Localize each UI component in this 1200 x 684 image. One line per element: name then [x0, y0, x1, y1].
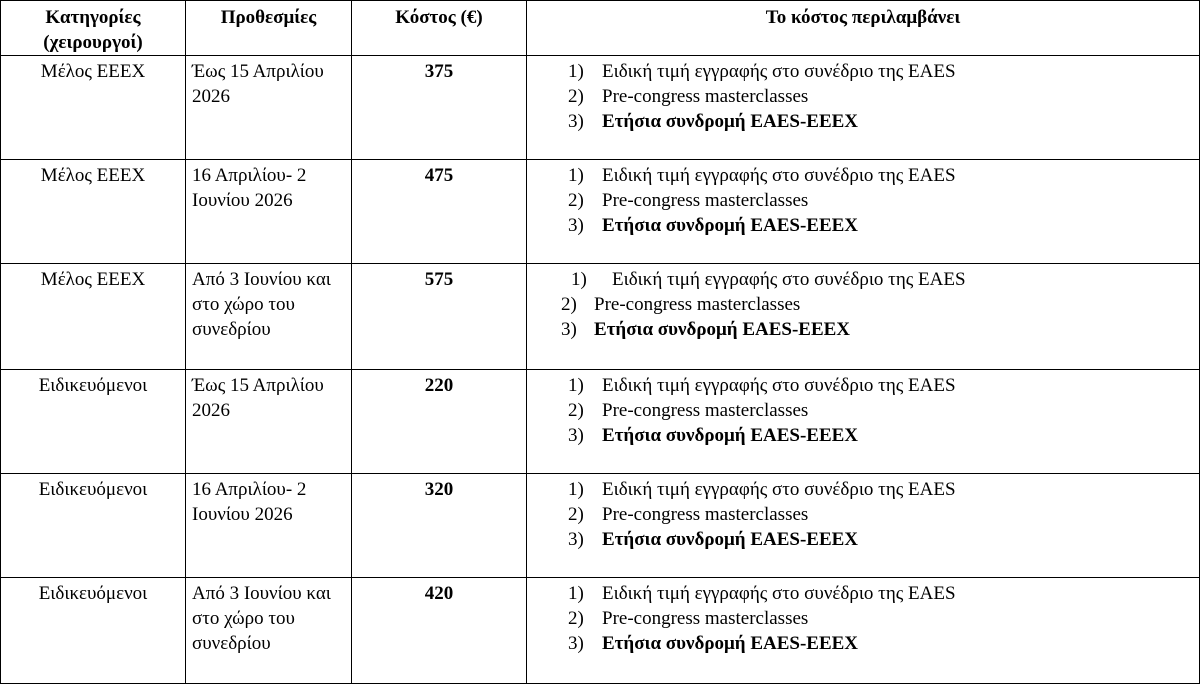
- list-item: [533, 606, 1193, 631]
- header-cost: Κόστος (€): [352, 1, 527, 56]
- list-item-text: Pre-congress masterclasses: [602, 608, 809, 629]
- list-item-text: Ετήσια συνδρομή EAES-EEEX: [594, 319, 851, 340]
- includes-cell: [527, 56, 1200, 160]
- cost-cell: 320: [352, 474, 527, 578]
- header-category: Κατηγορίες (χειρουργοί): [1, 1, 186, 56]
- list-item: [533, 317, 1193, 342]
- list-item-text: Pre-congress masterclasses: [602, 504, 809, 525]
- list-item-text: Ετήσια συνδρομή EAES-EEEX: [602, 529, 859, 550]
- table-row: [1, 474, 1200, 578]
- list-item-number: 1): [571, 269, 587, 290]
- list-item: [533, 84, 1193, 109]
- list-item: [533, 109, 1193, 134]
- list-item-text: Ειδική τιμή εγγραφής στο συνέδριο της EAES: [602, 61, 956, 82]
- list-item-text: Pre-congress masterclasses: [602, 400, 809, 421]
- list-item: [533, 477, 1193, 502]
- table-row: [1, 264, 1200, 370]
- list-item: [533, 292, 1193, 317]
- cost-cell: 420: [352, 578, 527, 684]
- includes-cell: [527, 160, 1200, 264]
- list-item-number: 2): [568, 86, 584, 107]
- list-item-number: 1): [568, 375, 584, 396]
- deadline-cell: Έως 15 Απριλίου 2026: [186, 56, 352, 160]
- list-item-text: Ετήσια συνδρομή EAES-EEEX: [602, 215, 859, 236]
- list-item-number: 1): [568, 61, 584, 82]
- includes-cell: [527, 264, 1200, 370]
- includes-list: [533, 59, 1193, 134]
- list-item-number: 3): [561, 319, 577, 340]
- list-item: [533, 398, 1193, 423]
- table-row: [1, 370, 1200, 474]
- list-item: [533, 581, 1193, 606]
- table-header-row: [1, 1, 1200, 56]
- list-item-text: Ετήσια συνδρομή EAES-EEEX: [602, 425, 859, 446]
- cost-cell: 475: [352, 160, 527, 264]
- deadline-cell: Από 3 Ιουνίου και στο χώρο του συνεδρίου: [186, 578, 352, 684]
- cost-cell: 575: [352, 264, 527, 370]
- category-cell: Ειδικευόμενοι: [1, 578, 186, 684]
- list-item-number: 3): [568, 111, 584, 132]
- deadline-cell: 16 Απριλίου- 2 Ιουνίου 2026: [186, 160, 352, 264]
- list-item: [533, 423, 1193, 448]
- includes-cell: [527, 578, 1200, 684]
- list-item-number: 2): [568, 504, 584, 525]
- includes-cell: [527, 474, 1200, 578]
- category-cell: Μέλος ΕΕΕΧ: [1, 264, 186, 370]
- list-item-text: Pre-congress masterclasses: [602, 86, 809, 107]
- list-item-text: Ειδική τιμή εγγραφής στο συνέδριο της EAES: [602, 479, 956, 500]
- deadline-cell: Έως 15 Απριλίου 2026: [186, 370, 352, 474]
- list-item-text: Pre-congress masterclasses: [594, 294, 801, 315]
- list-item-number: 2): [568, 190, 584, 211]
- list-item: [533, 631, 1193, 656]
- deadline-cell: Από 3 Ιουνίου και στο χώρο του συνεδρίου: [186, 264, 352, 370]
- list-item-number: 2): [568, 400, 584, 421]
- list-item-number: 3): [568, 215, 584, 236]
- deadline-cell: 16 Απριλίου- 2 Ιουνίου 2026: [186, 474, 352, 578]
- list-item-text: Ειδική τιμή εγγραφής στο συνέδριο της EAES: [612, 269, 966, 290]
- list-item: [533, 267, 1193, 292]
- list-item: [533, 373, 1193, 398]
- list-item-text: Ειδική τιμή εγγραφής στο συνέδριο της EAES: [602, 583, 956, 604]
- list-item: [533, 59, 1193, 84]
- list-item-text: Pre-congress masterclasses: [602, 190, 809, 211]
- list-item: [533, 213, 1193, 238]
- includes-list: [533, 477, 1193, 552]
- header-deadline: Προθεσμίες: [186, 1, 352, 56]
- list-item-text: Ετήσια συνδρομή EAES-EEEX: [602, 111, 859, 132]
- includes-list: [533, 373, 1193, 448]
- list-item-number: 3): [568, 529, 584, 550]
- list-item: [533, 163, 1193, 188]
- header-includes: Το κόστος περιλαμβάνει: [527, 1, 1200, 56]
- list-item-number: 1): [568, 165, 584, 186]
- list-item-number: 3): [568, 633, 584, 654]
- includes-list: [533, 163, 1193, 238]
- table-row: [1, 160, 1200, 264]
- list-item-text: Ειδική τιμή εγγραφής στο συνέδριο της EAES: [602, 375, 956, 396]
- cost-cell: 375: [352, 56, 527, 160]
- list-item: [533, 527, 1193, 552]
- list-item-text: Ειδική τιμή εγγραφής στο συνέδριο της EAES: [602, 165, 956, 186]
- category-cell: Μέλος ΕΕΕΧ: [1, 160, 186, 264]
- list-item: [533, 502, 1193, 527]
- category-cell: Μέλος ΕΕΕΧ: [1, 56, 186, 160]
- cost-cell: 220: [352, 370, 527, 474]
- list-item-number: 2): [568, 608, 584, 629]
- list-item-number: 1): [568, 479, 584, 500]
- list-item-number: 3): [568, 425, 584, 446]
- table-row: [1, 578, 1200, 684]
- includes-list: [533, 267, 1193, 342]
- category-cell: Ειδικευόμενοι: [1, 474, 186, 578]
- list-item-number: 2): [561, 294, 577, 315]
- category-cell: Ειδικευόμενοι: [1, 370, 186, 474]
- includes-cell: [527, 370, 1200, 474]
- includes-list: [533, 581, 1193, 656]
- table-row: [1, 56, 1200, 160]
- list-item: [533, 188, 1193, 213]
- list-item-number: 1): [568, 583, 584, 604]
- list-item-text: Ετήσια συνδρομή EAES-EEEX: [602, 633, 859, 654]
